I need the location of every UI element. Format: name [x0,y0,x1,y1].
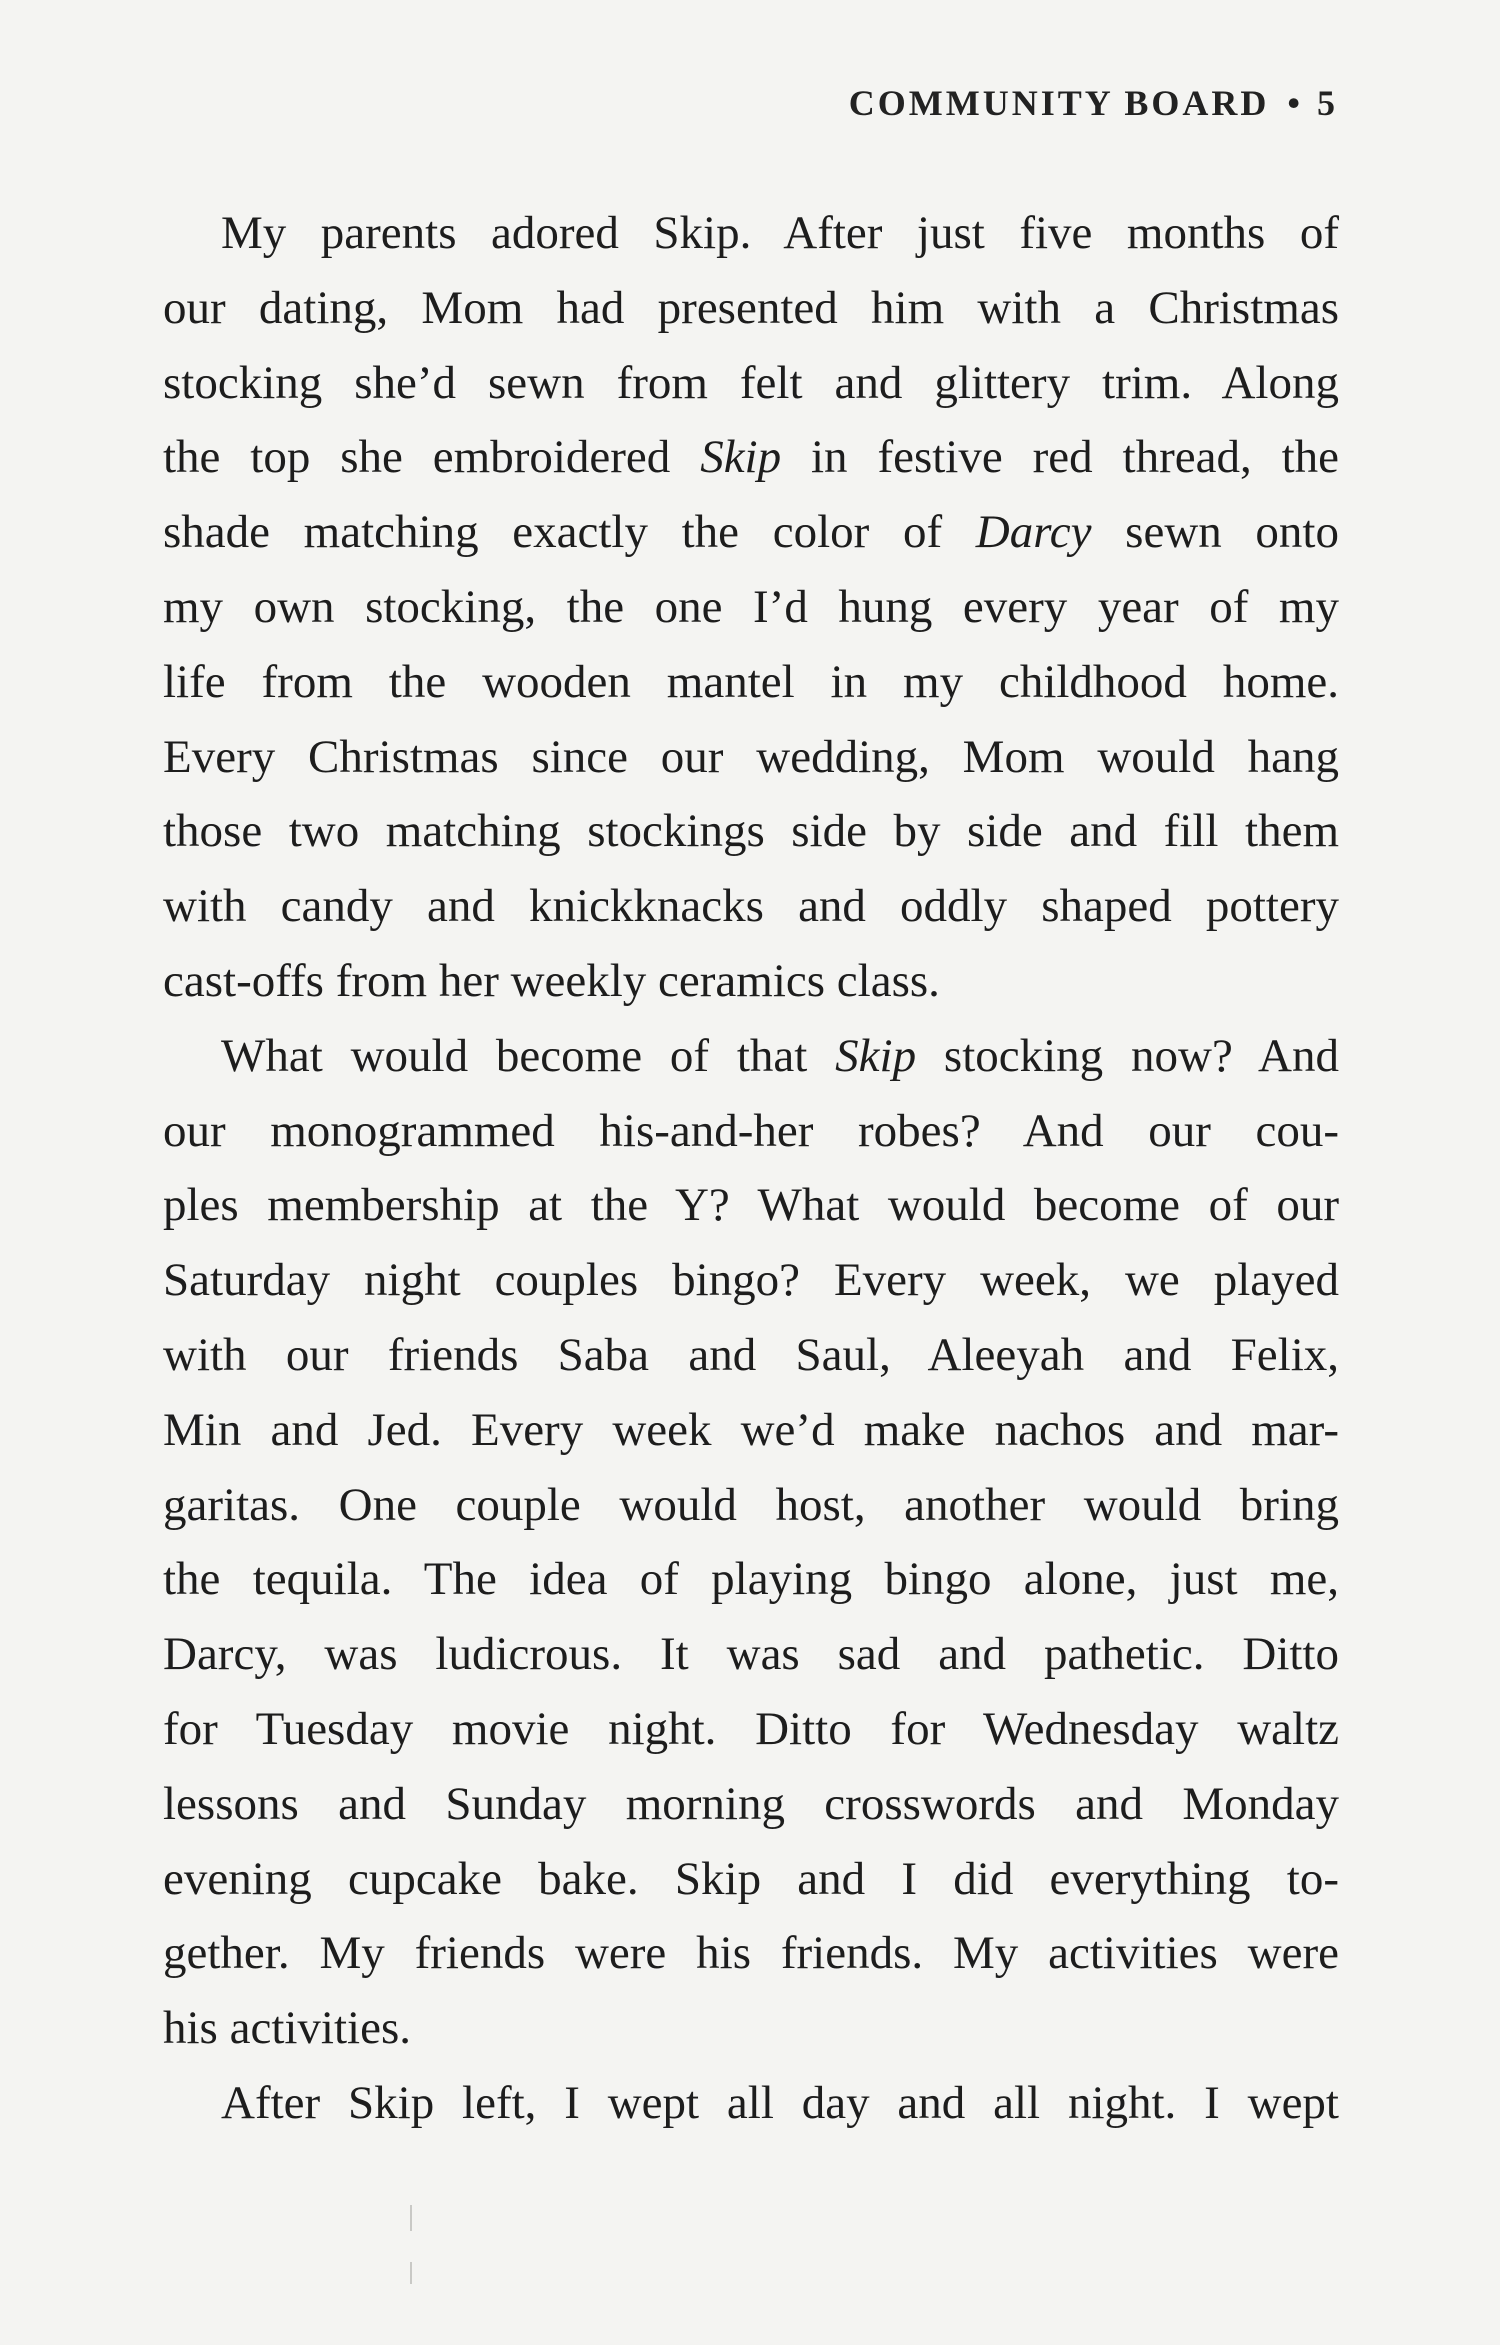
header-separator: • [1287,83,1303,123]
text-run: My parents adored Skip. After just five months of [221,207,1339,259]
text-run: lessons and Sunday morning crosswords and Monday [163,1777,1339,1830]
text-run: with our friends Saba and Saul, Aleeyah and Felix, [163,1328,1339,1381]
text-run: in festive red thread, the [781,431,1339,484]
text-line [163,1692,1339,1767]
paragraph [163,1019,1339,2066]
text-line [163,1468,1339,1543]
text-run: ples membership at the Y? What would become of our [163,1179,1339,1232]
text-run: our monogrammed his-and-her robes? And our cou- [163,1104,1339,1157]
page-number: 5 [1317,83,1338,123]
text-run: those two matching stockings side by side and fill them [163,805,1339,858]
text-run: evening cupcake bake. Skip and I did everything to- [163,1852,1339,1905]
text-line [163,1318,1339,1393]
text-line [163,1168,1339,1243]
text-run: gether. My friends were his friends. My activities were [163,1927,1339,1980]
text-run: my own stocking, the one I’d hung every year of my [163,580,1339,633]
text-line [163,794,1339,869]
text-line [163,420,1339,495]
text-line [163,2066,1339,2141]
text-run: garitas. One couple would host, another would bring [163,1478,1339,1531]
text-line [163,271,1339,346]
text-run: the tequila. The idea of playing bingo alone, just me, [163,1553,1339,1606]
text-run: for Tuesday movie night. Ditto for Wednesday waltz [163,1702,1339,1755]
text-line [163,1842,1339,1917]
text-run: his activities. [163,2002,412,2055]
text-line [163,1393,1339,1468]
scan-artifact [410,2262,412,2284]
text-line [163,495,1339,570]
scan-artifact [410,2205,412,2231]
text-run: Darcy, was ludicrous. It was sad and pathetic. Ditto [163,1628,1339,1681]
text-run: What would become of that [221,1029,836,1082]
text-line [163,1019,1339,1094]
text-run: Min and Jed. Every week we’d make nachos and mar- [163,1403,1339,1456]
italic-text: Darcy [975,506,1092,559]
text-line [163,196,1339,271]
text-run: sewn onto [1091,506,1339,559]
text-line [163,869,1339,944]
italic-text: Skip [700,431,782,484]
text-run: Every Christmas since our wedding, Mom would hang [163,730,1339,783]
text-line [163,1991,1339,2066]
body-text [163,196,1339,2141]
text-line [163,645,1339,720]
text-run: Saturday night couples bingo? Every week, we played [163,1254,1339,1307]
text-line [163,1243,1339,1318]
text-line [163,944,1339,1019]
text-run: stocking she’d sewn from felt and glittery trim. Along [163,356,1339,409]
text-line [163,346,1339,421]
text-line [163,570,1339,645]
text-run: our dating, Mom had presented him with a Christmas [163,281,1339,334]
text-line [163,1617,1339,1692]
text-line [163,1542,1339,1617]
text-line [163,720,1339,795]
text-run: life from the wooden mantel in my childhood home. [163,655,1339,708]
chapter-title: COMMUNITY BOARD [848,83,1270,123]
italic-text: Skip [835,1029,917,1082]
running-head [849,80,1338,126]
text-run: stocking now? And [916,1029,1339,1082]
text-line [163,1916,1339,1991]
text-run: shade matching exactly the color of [163,506,976,559]
text-run: After Skip left, I wept all day and all night. I wept [221,2076,1339,2129]
text-line [163,1767,1339,1842]
paragraph [163,2066,1339,2141]
text-run: cast-offs from her weekly ceramics class. [163,954,940,1007]
paragraph [163,196,1339,1019]
text-run: with candy and knickknacks and oddly shaped pottery [163,880,1339,933]
text-run: the top she embroidered [163,431,701,484]
text-line [163,1094,1339,1169]
